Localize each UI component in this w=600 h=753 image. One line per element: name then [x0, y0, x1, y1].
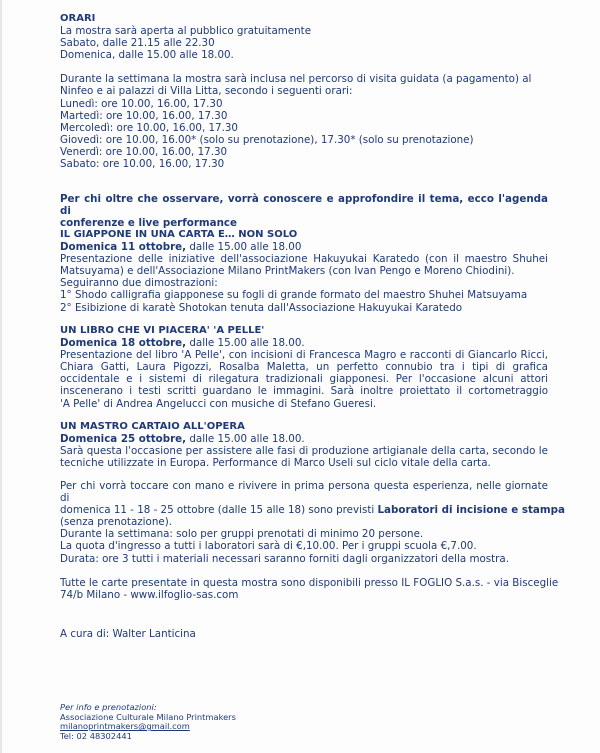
curatore: A cura di: Walter Lanticina [60, 628, 196, 640]
evento-cartaio [60, 421, 548, 469]
laboratori-line: La quota d'ingresso a tutti i laboratori sarà di €,10.00. Per i gruppi scuola €,7.00. [60, 540, 477, 553]
settimana-intro-line: Durante la settimana la mostra sarà inclusa nel percorso di visita guidata (a pagamento) al [60, 73, 532, 86]
evento-libro [60, 325, 548, 410]
laboratori-line [60, 504, 565, 517]
evento-date-time: dalle 15.00 alle 18.00. [186, 433, 305, 446]
orari-section [60, 13, 548, 170]
agenda-intro-line: conferenze e live performance [60, 217, 237, 230]
orari-line: La mostra sarà aperta al pubblico gratuitamente [60, 25, 312, 38]
agenda-intro-line: Per chi oltre che osservare, vorrà conoscere e approfondire il tema, ecco l'agenda di [60, 193, 548, 218]
laboratori-line: Durata: ore 3 tutti i materiali necessari saranno forniti dagli organizzatori della mostra. [60, 552, 509, 565]
evento-date-time: dalle 15.00 alle 18.00 [186, 241, 302, 254]
evento-desc-line: tecniche utilizzate in Europa. Performance di Marco Useli sul ciclo vitale della carta. [60, 457, 491, 470]
info-footer [60, 703, 236, 741]
agenda-intro [60, 193, 548, 229]
carte-line: 74/b Milano - www.ilfoglio-sas.com [60, 589, 239, 602]
evento-desc-line: Presentazione del libro 'A Pelle', con incisioni di Francesca Magro e racconti di Giancarlo Ricci, [60, 349, 548, 362]
evento-date [60, 241, 548, 253]
giorno-line: Lunedì: ore 10.00, 16.00, 17.30 [60, 97, 223, 110]
evento-date [60, 433, 548, 445]
evento-date-day: Domenica 25 ottobre, [60, 433, 187, 446]
evento-date-day: Domenica 18 ottobre, [60, 337, 187, 350]
evento-date [60, 337, 548, 349]
dimostrazioni-intro: Seguiranno due dimostrazioni: [60, 277, 218, 290]
dimostrazione-item: 2° Esibizione di karatè Shotokan tenuta dall'Associazione Hakuyukai Karatedo [60, 301, 463, 314]
giorno-line: Sabato: ore 10.00, 16.00, 17.30 [60, 158, 225, 171]
cura-section [60, 628, 548, 640]
giorno-line: Mercoledì: ore 10.00, 16.00, 17.30 [60, 121, 238, 134]
laboratori-line: Per chi vorrà toccare con mano e rivivere in prima persona questa esperienza, nelle giornate di [60, 480, 548, 505]
carte-section [60, 577, 559, 602]
laboratori-date-text: domenica 11 - 18 - 25 ottobre (dalle 15 alle 18) sono previsti [60, 504, 378, 517]
laboratori-section [60, 480, 565, 565]
laboratori-highlight: Laboratori di incisione e stampa [377, 504, 565, 517]
laboratori-line: Durante la settimana: solo per gruppi prenotati di minimo 20 persone. [60, 528, 424, 541]
evento-title: UN MASTRO CARTAIO ALL'OPERA [60, 421, 245, 432]
giorno-line: Giovedì: ore 10.00, 16.00* (solo su prenotazione), 17.30* (solo su prenotazione) [60, 133, 474, 146]
dimostrazione-item: 1° Shodo calligrafia giapponese su fogli di grande formato del maestro Shuhei Matsuyama [60, 289, 528, 302]
giorno-line: Venerdì: ore 10.00, 16.00, 17.30 [60, 145, 228, 158]
laboratori-line: (senza prenotazione). [60, 516, 172, 529]
evento-desc-line: occidentale e i sistemi di rilegatura tradizionali giapponesi. Per l'occasione alcuni attori [60, 373, 548, 386]
evento-date-day: Domenica 11 ottobre, [60, 241, 187, 254]
evento-desc-line: 'A Pelle' di Andrea Angelucci con musiche di Stefano Gueresi. [60, 397, 377, 410]
footer-tel: Tel: 02 48302441 [60, 730, 132, 741]
orari-line: Domenica, dalle 15.00 alle 18.00. [60, 49, 234, 62]
evento-giappone [60, 229, 548, 314]
giorno-line: Martedì: ore 10.00, 16.00, 17.30 [60, 109, 228, 122]
evento-desc-line: Matsuyama) e dell'Associazione Milano PrintMakers (con Ivan Pengo e Moreno Chiodini). [60, 265, 515, 278]
evento-desc-line: Presentazione delle iniziative dell'associazione Hakuyukai Karatedo (con il maestro Shuhei [60, 253, 548, 266]
settimana-intro-line: Ninfeo e ai palazzi di Villa Litta, secondo i seguenti orari: [60, 85, 353, 98]
footer-org: Associazione Culturale Milano Printmakers [60, 711, 236, 722]
orari-line: Sabato, dalle 21.15 alle 22.30 [60, 37, 215, 50]
evento-date-time: dalle 15.00 alle 18.00. [186, 337, 305, 350]
evento-title: UN LIBRO CHE VI PIACERA' 'A PELLE' [60, 325, 265, 336]
orari-title: ORARI [60, 13, 96, 24]
scan-edge [0, 0, 2, 753]
evento-desc-line: inscenerano i testi scritti guardano le immagini. Sarà inoltre proiettato il cortometraggio [60, 385, 548, 398]
footer-email-link[interactable]: milanoprintmakers@gmail.com [60, 721, 190, 732]
carte-line: Tutte le carte presentate in questa mostra sono disponibili presso IL FOGLIO S.a.s. - via Bisceglie [60, 577, 559, 589]
evento-desc-line: Chiara Gatti, Laura Pigozzi, Rosalba Maletta, un perfetto connubio tra i tipi di grafica [60, 361, 548, 374]
footer-label: Per info e prenotazioni: [60, 702, 157, 712]
evento-desc-line: Sarà questa l'occasione per assistere alle fasi di produzione artigianale della carta, secondo le [60, 445, 548, 458]
evento-title: IL GIAPPONE IN UNA CARTA E… NON SOLO [60, 229, 298, 240]
